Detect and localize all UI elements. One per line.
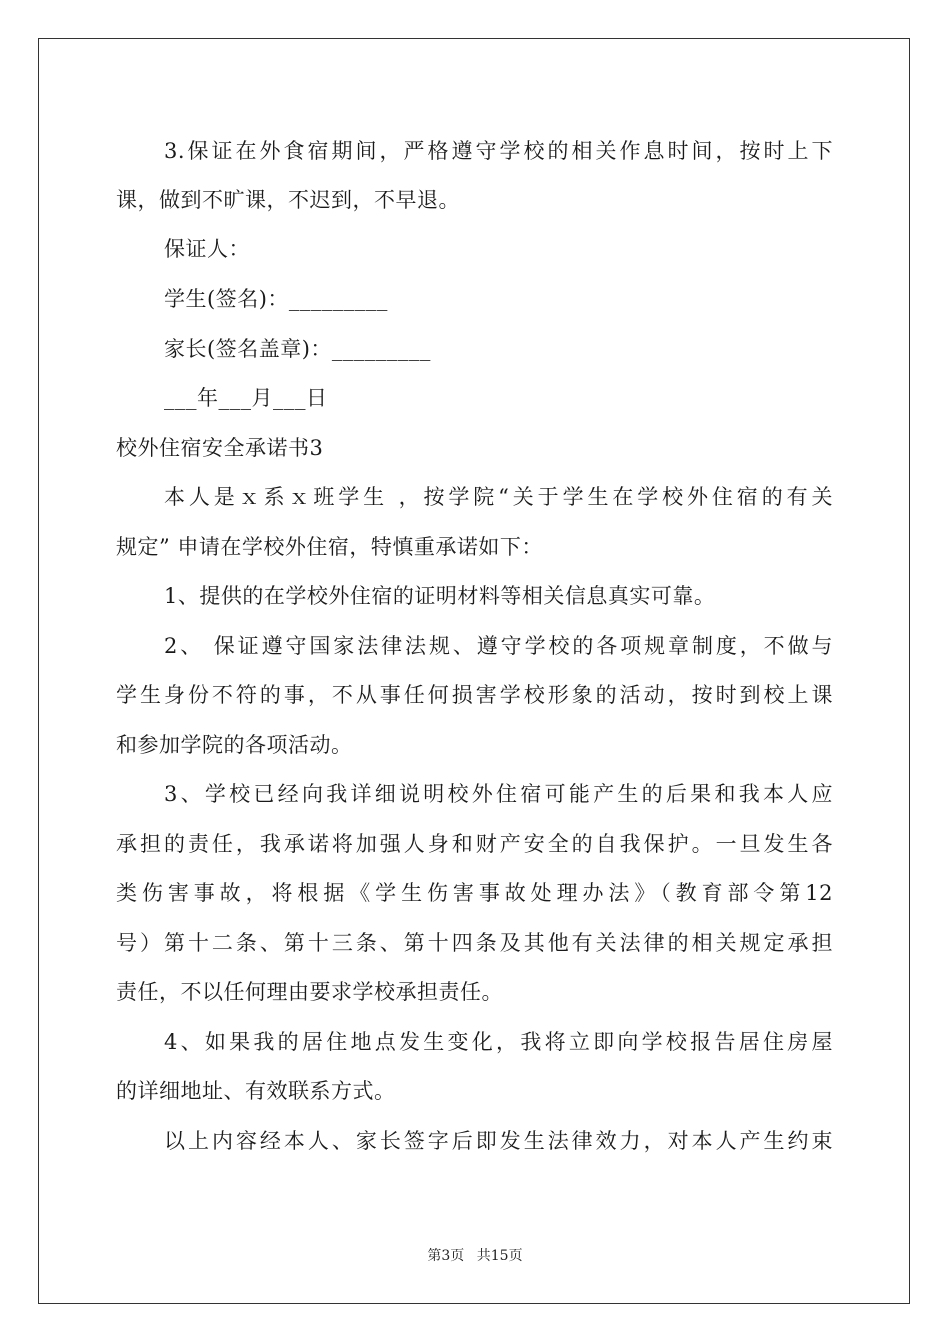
section-title: 校外住宿安全承诺书3 (116, 436, 324, 460)
page-border (38, 38, 910, 1304)
date-line: ___年___月___日 (164, 386, 328, 410)
page-total: 共15页 (476, 1248, 523, 1264)
paragraph-line: 3、学校已经向我详细说明校外住宿可能产生的后果和我本人应 (164, 782, 833, 806)
paragraph-line: 类伤害事故，将根据《学生伤害事故处理办法》（教育部令第12 (116, 881, 833, 905)
paragraph-line: 4、如果我的居住地点发生变化，我将立即向学校报告居住房屋 (164, 1030, 833, 1054)
parent-signature-line: 家长(签名盖章)：_________ (164, 337, 431, 361)
paragraph-line: 责任，不以任何理由要求学校承担责任。 (116, 980, 503, 1004)
paragraph-line: 3.保证在外食宿期间，严格遵守学校的相关作息时间，按时上下 (164, 139, 833, 163)
paragraph-line: 以上内容经本人、家长签字后即发生法律效力，对本人产生约束 (164, 1129, 833, 1153)
paragraph-line: 学生身份不符的事，不从事任何损害学校形象的活动，按时到校上课 (116, 683, 833, 707)
page-number: 第3页 (427, 1248, 465, 1264)
guarantor-label: 保证人： (164, 237, 250, 261)
paragraph-line: 课，做到不旷课，不迟到，不早退。 (116, 188, 460, 212)
paragraph-line: 号）第十二条、第十三条、第十四条及其他有关法律的相关规定承担 (116, 931, 833, 955)
paragraph-line: 2、 保证遵守国家法律法规、遵守学校的各项规章制度，不做与 (164, 634, 833, 658)
student-signature-line: 学生(签名)：_________ (164, 287, 388, 311)
page-footer (0, 1245, 950, 1265)
paragraph-line: 承担的责任，我承诺将加强人身和财产安全的自我保护。一旦发生各 (116, 832, 833, 856)
paragraph-line: 本人是ｘ系ｘ班学生 ，按学院“关于学生在学校外住宿的有关 (164, 485, 833, 509)
paragraph-line: 的详细地址、有效联系方式。 (116, 1079, 396, 1103)
paragraph-line: 1、提供的在学校外住宿的证明材料等相关信息真实可靠。 (164, 584, 716, 608)
paragraph-line: 规定” 申请在学校外住宿，特慎重承诺如下： (116, 535, 543, 559)
paragraph-line: 和参加学院的各项活动。 (116, 733, 353, 757)
